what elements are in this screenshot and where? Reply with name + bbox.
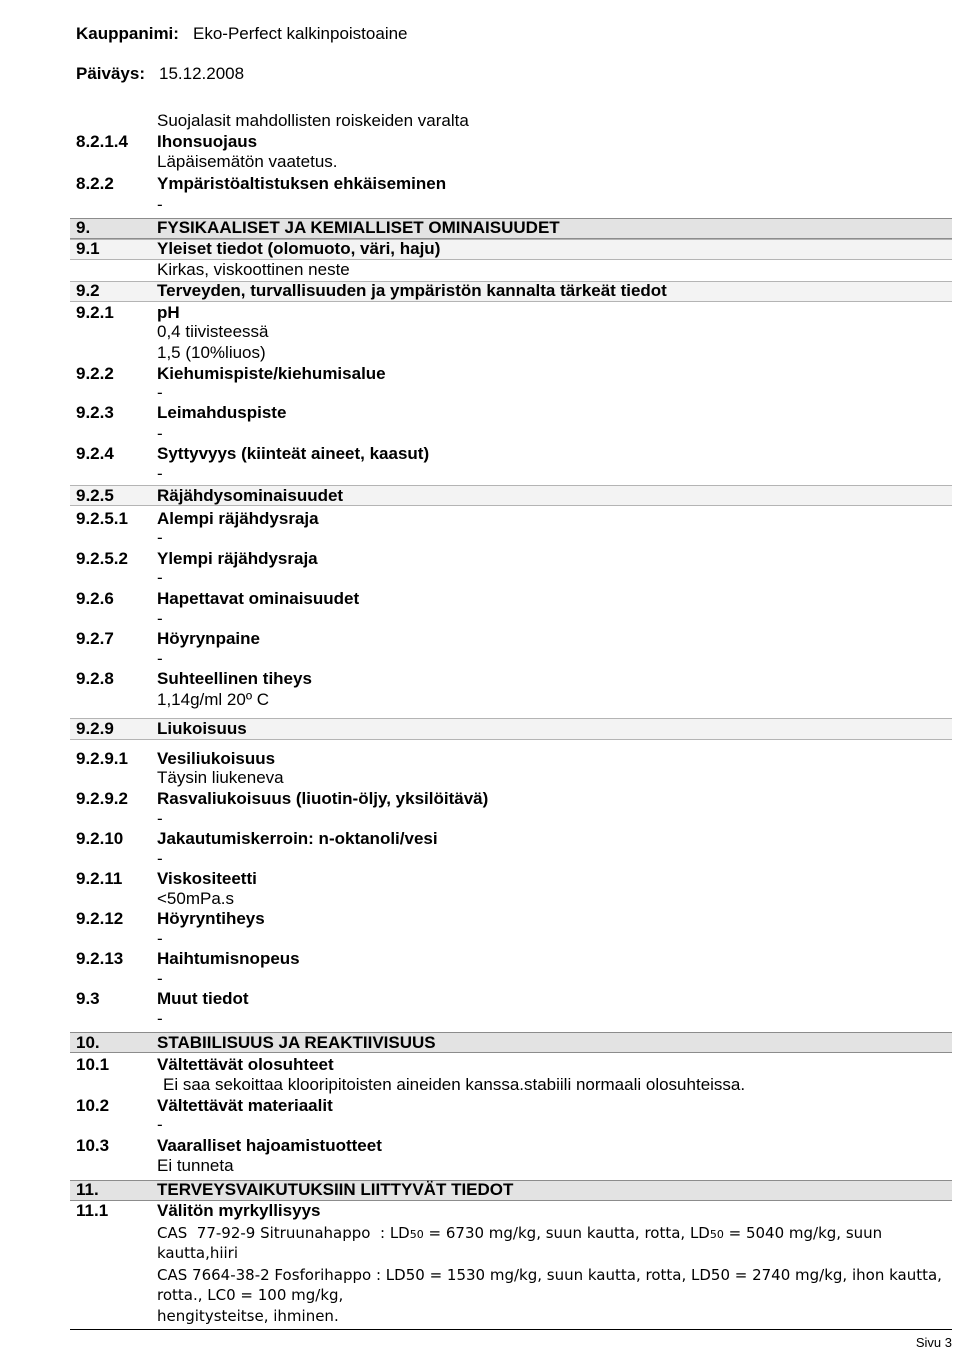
appearance-value [0,260,960,280]
value-dash [0,464,960,484]
value-dash [0,568,960,588]
row-text: - [157,929,163,948]
item-9-2 [0,281,960,301]
item-9-2-7 [0,629,960,649]
toxicity-text: = 5040 mg/kg, suun [723,1224,883,1242]
conditions-to-avoid-value [0,1075,960,1095]
value-dash [0,424,960,444]
row-text: Täysin liukeneva [157,768,284,787]
row-text: <50mPa.s [157,889,235,908]
value-dash [0,1115,960,1135]
item-number: 9.2 [76,281,100,300]
ph-concentrate-value [0,322,960,342]
phosphoric-acid-toxicity-end: hengitysteitse, ihminen. [157,1307,339,1325]
item-number: 10.3 [76,1136,110,1155]
item-8-2-1-4 [0,132,960,152]
row-text: Kirkas, viskoottinen neste [157,260,350,279]
item-label: Vältettävät materiaalit [157,1096,333,1115]
row-text: - [157,969,163,988]
item-number: 9.2.1 [76,303,114,322]
decomposition-products-value [0,1156,960,1176]
row-text: - [157,609,163,628]
item-label: Jakautumiskerroin: n-oktanoli/vesi [157,829,438,848]
row-text: - [157,809,163,828]
value-dash [0,969,960,989]
item-9-2-5 [0,486,960,506]
item-label: Alempi räjähdysraja [157,509,319,528]
item-label: Haihtumisnopeus [157,949,300,968]
item-9-2-12 [0,909,960,929]
row-text: - [157,849,163,868]
item-label: Välitön myrkyllisyys [157,1201,321,1220]
row-text: 1,5 (10%liuos) [157,343,266,362]
item-number: 11.1 [76,1201,109,1220]
item-label: Hapettavat ominaisuudet [157,589,360,608]
item-label: Ylempi räjähdysraja [157,549,318,568]
item-label: Terveyden, turvallisuuden ja ympäristön kannalta tärkeät tiedot [157,281,667,300]
row-text: Suojalasit mahdollisten roiskeiden varalta [157,111,469,130]
item-10-2 [0,1096,960,1116]
item-label: Vesiliukoisuus [157,749,276,768]
row-text: - [157,424,163,443]
value-dash [0,383,960,403]
row-text: - [157,528,163,547]
item-number: 9.2.4 [76,444,114,463]
item-number: 9.2.8 [76,669,114,688]
item-9-2-3 [0,403,960,423]
section-title: TERVEYSVAIKUTUKSIIN LIITTYVÄT TIEDOT [157,1180,514,1199]
ph-solution-value [0,343,960,363]
row-text: 1,14g/ml 20º C [157,690,270,709]
item-number: 9.2.9 [76,719,114,738]
item-label: Suhteellinen tiheys [157,669,312,688]
section-11-heading [0,1180,960,1200]
row-text: Ei saa sekoittaa klooripitoisten aineiden kanssa.stabiili normaali olosuhteissa. [163,1075,746,1094]
item-label: pH [157,303,180,322]
footer-divider [70,1329,952,1330]
phosphoric-acid-toxicity-continued: rotta., LC0 = 100 mg/kg, [157,1286,344,1304]
item-label: Viskositeetti [157,869,257,888]
item-8-2-2 [0,174,960,194]
item-number: 8.2.2 [76,174,114,193]
item-label: Vältettävät olosuhteet [157,1055,334,1074]
item-number: 9.3 [76,989,100,1008]
section-title: STABIILISUUS JA REAKTIIVISUUS [157,1033,436,1052]
item-label: Muut tiedot [157,989,249,1008]
item-9-2-13 [0,949,960,969]
toxicity-text: CAS 77-92-9 Sitruunahappo : LD [157,1224,410,1242]
trade-name-line [0,24,960,44]
skin-protection-value [0,152,960,172]
row-text: - [157,195,163,214]
item-9-2-11 [0,869,960,889]
item-number: 8.2.1.4 [76,132,128,151]
section-number: 10. [76,1033,100,1052]
item-number: 9.2.5.1 [76,509,128,528]
eye-protection-note [0,111,960,131]
item-9-3 [0,989,960,1009]
item-label: Ympäristöaltistuksen ehkäiseminen [157,174,447,193]
item-label: Kiehumispiste/kiehumisalue [157,364,386,383]
date-value: 15.12.2008 [159,64,245,83]
row-text: - [157,464,163,483]
item-9-2-5-1 [0,509,960,529]
item-9-2-2 [0,364,960,384]
item-9-1 [0,239,960,259]
item-9-2-9 [0,719,960,739]
date-label: Päiväys: [76,64,145,83]
section-number: 11. [76,1180,99,1199]
section-title: FYSIKAALISET JA KEMIALLISET OMINAISUUDET [157,218,560,237]
item-label: Ihonsuojaus [157,132,258,151]
row-text: - [157,649,163,668]
item-number: 9.2.9.1 [76,749,128,768]
row-text: - [157,1115,163,1134]
value-dash [0,528,960,548]
row-text: - [157,568,163,587]
value-dash [0,195,960,215]
item-10-3 [0,1136,960,1156]
item-9-2-10 [0,829,960,849]
trade-name-value: Eko-Perfect kalkinpoistoaine [193,24,408,43]
item-9-2-9-2 [0,789,960,809]
section-9-heading [0,218,960,238]
page-number: Sivu 3 [915,1335,952,1350]
item-number: 9.2.3 [76,403,114,422]
item-number: 9.2.6 [76,589,114,608]
item-label: Leimahduspiste [157,403,287,422]
item-number: 9.2.2 [76,364,114,383]
item-number: 9.2.11 [76,869,123,888]
ld-subscript: 50 [709,1228,724,1241]
value-dash [0,1009,960,1029]
section-number: 9. [76,218,91,237]
section-10-heading [0,1033,960,1053]
viscosity-value [0,889,960,909]
citric-acid-toxicity-continued: kautta,hiiri [157,1244,239,1262]
value-dash [0,929,960,949]
row-text: Läpäisemätön vaatetus. [157,152,338,171]
item-label: Höyryntiheys [157,909,265,928]
item-number: 9.2.9.2 [76,789,128,808]
item-label: Räjähdysominaisuudet [157,486,344,505]
item-label: Yleiset tiedot (olomuoto, väri, haju) [157,239,441,258]
item-number: 10.1 [76,1055,110,1074]
toxicity-text: = 6730 mg/kg, suun kautta, rotta, LD [423,1224,710,1242]
item-number: 9.2.5 [76,486,114,505]
ld-subscript: 50 [409,1228,424,1241]
density-value [0,690,960,710]
item-label: Syttyvyys (kiinteät aineet, kaasut) [157,444,430,463]
date-line [0,64,960,84]
item-label: Vaaralliset hajoamistuotteet [157,1136,382,1155]
item-number: 9.2.12 [76,909,124,928]
item-10-1 [0,1055,960,1075]
value-dash [0,649,960,669]
item-number: 10.2 [76,1096,110,1115]
item-number: 9.2.13 [76,949,124,968]
item-number: 9.2.5.2 [76,549,128,568]
water-solubility-value [0,768,960,788]
item-9-2-5-2 [0,549,960,569]
item-label: Höyrynpaine [157,629,260,648]
row-text: 0,4 tiivisteessä [157,322,269,341]
row-text: - [157,1009,163,1028]
value-dash [0,609,960,629]
item-9-2-6 [0,589,960,609]
citric-acid-toxicity-line [157,1223,882,1243]
value-dash [0,849,960,869]
item-9-2-4 [0,444,960,464]
item-9-2-1 [0,303,960,323]
trade-name-label: Kauppanimi: [76,24,179,43]
item-number: 9.2.7 [76,629,114,648]
phosphoric-acid-toxicity-line: CAS 7664-38-2 Fosforihappo : LD50 = 1530 mg/kg, suun kautta, rotta, LD50 = 2740 mg/kg, ihon kautta, [157,1266,942,1284]
item-11-1 [0,1201,960,1221]
item-number: 9.2.10 [76,829,124,848]
item-label: Rasvaliukoisuus (liuotin-öljy, yksilöitävä) [157,789,489,808]
row-text: - [157,383,163,402]
row-text: Ei tunneta [157,1156,234,1175]
item-number: 9.1 [76,239,100,258]
item-9-2-8 [0,669,960,689]
value-dash [0,809,960,829]
item-label: Liukoisuus [157,719,247,738]
item-9-2-9-1 [0,749,960,769]
